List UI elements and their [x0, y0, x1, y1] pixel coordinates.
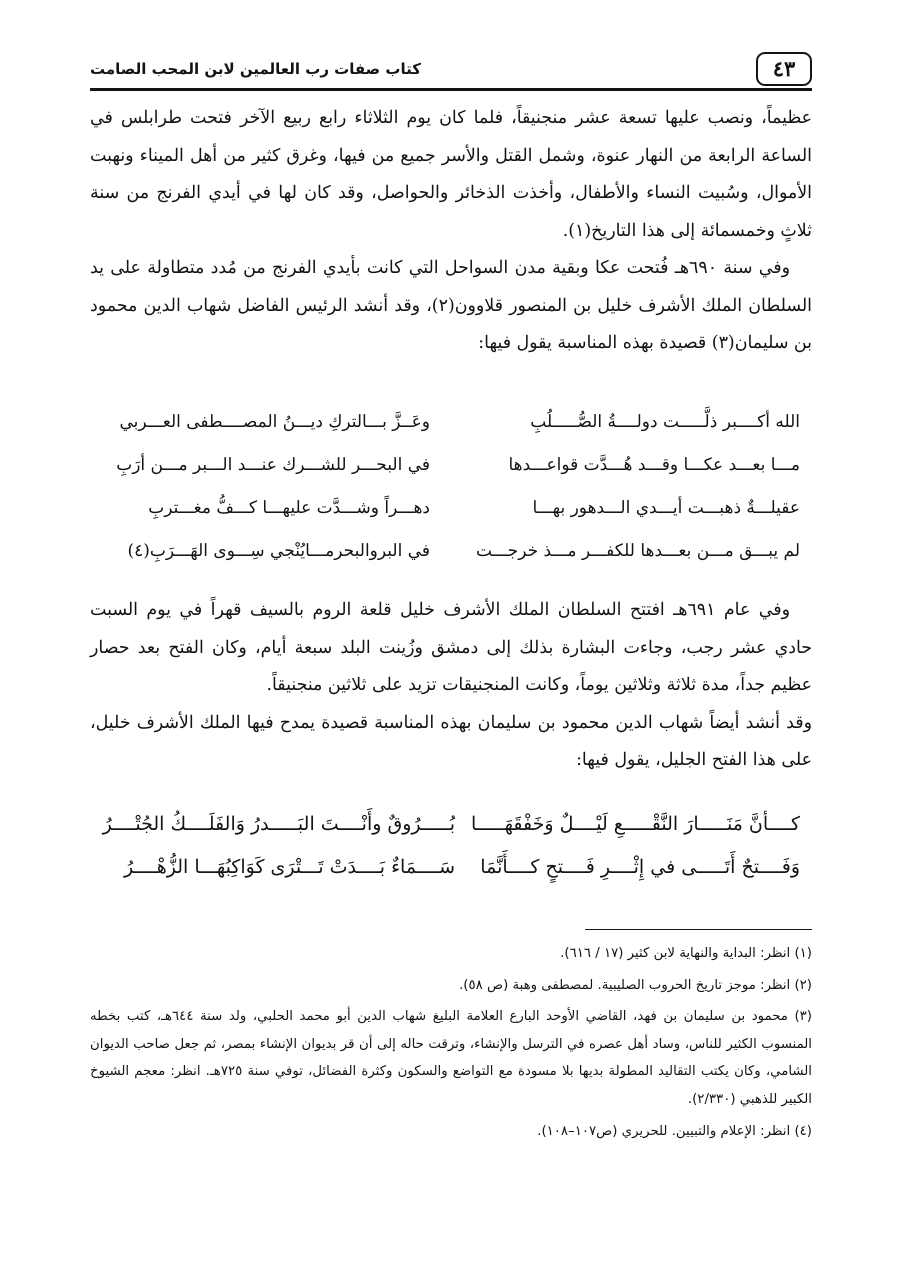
footnote-separator — [585, 929, 812, 930]
poem-verse — [116, 447, 800, 490]
hemistich-second: دهـــراً وشـــدَّت عليهـــا كـــفُّ مغـــتربِ — [148, 498, 430, 518]
hemistich-first: لم يبـــق مـــن بعـــدها للكفـــر مـــذ خرجـــت — [476, 541, 800, 561]
hemistich-first: وَفَــــتحٌ أَتَـــــى في إِثْــــرِ فَــــتحٍ كــــأَنَّمَا — [480, 856, 800, 878]
poem-2 — [102, 806, 800, 892]
poem-verse — [120, 490, 800, 533]
hemistich-first: عقيلـــةٌ ذهبـــت أيـــدي الـــدهور بهـــا — [532, 498, 800, 518]
paragraph-4: وقد أنشد أيضاً شهاب الدين محمود بن سليمان بهذه المناسبة قصيدة يمدح فيها الملك الأشرف خليل، على هذا الفتح الجليل، يقول فيها: — [90, 712, 812, 770]
footnote-3: (٣) محمود بن سليمان بن فهد، القاضي الأوحد البارع العلامة البليغ شهاب الدين أبو محمد الحلبي، ولد سنة ٦٤٤هـ، كتب بخطه المنسوب الكثير للناس، وساد أهل عصره في الترسل والإنشاء، وترقت حاله إلى أن قر بديوان الإنشاء بمصر، ثم جعل صاحب الديوان الشامي، وكان يكتب التقاليد المطولة بديها بلا مسودة مع التواضع والسكون وكثرة الفضائل، توفي سنة ٧٢٥هـ. انظر: معجم الشيوخ الكبير للذهبي (٢/٣٣٠). — [90, 1009, 812, 1107]
footnote-1: (١) انظر: البداية والنهاية لابن كثير (١٧ / ٦١٦). — [560, 946, 812, 961]
poem-verse — [120, 404, 800, 447]
footnote-2: (٢) انظر: موجز تاريخ الحروب الصليبية. لمصطفى وهبة (ص ٥٨). — [459, 977, 812, 993]
poem-verse — [120, 849, 800, 892]
hemistich-second: وعَــزَّ بـــالتركِ ديـــنُ المصــــطفى العـــربي — [119, 412, 430, 432]
hemistich-first: الله أكــــبر ذلَّـــــت دولــــةُ الصُّـــــلُبِ — [530, 412, 800, 432]
running-title: كتاب صفات رب العالمين لابن المحب الصامت — [90, 60, 421, 78]
hemistich-second: سَــــمَاءٌ بَــــدَتْ تَـــتْرَى كَوَاكِبُهَـــا الزُّهْــــرُ — [123, 856, 455, 878]
hemistich-second: بُـــــرُوقٌ وأَنْــــتَ البَـــــدرُ وَالفَلَــــكُ الجُتْــــرُ — [102, 813, 455, 835]
poem-verse — [120, 533, 800, 576]
poem-1 — [116, 404, 800, 576]
paragraph-1: عظيماً، ونصب عليها تسعة عشر منجنيقاً، فلما كان يوم الثلاثاء رابع ربيع الآخر فتحت طرابلس في الساعة الرابعة من النهار عنوة، وشمل القتل والأسر جميع من فيها، وغرق كثير من أهل الميناء ونهبت الأموال، وسُبيت النساء والأطفال، وأخذت الذخائر والحواصل، وقد كان لها في أيدي الفرنج من سنة ثلاثٍ وخمسمائة إلى هذا التاريخ(١). — [90, 108, 812, 241]
hemistich-second: في البحـــر للشـــرك عنـــد الـــبر مـــن أرَبِ — [116, 455, 430, 475]
hemistich-second: في البروالبحرمـــايُنْجي سِـــوى الهَـــرَبِ(٤) — [127, 541, 430, 561]
body-text-2 — [90, 592, 812, 780]
hemistich-first: كــــأنَّ مَنَـــــارَ النَّقْـــــعِ لَيْــــلٌ وَخَفْقَهَـــــا — [471, 813, 800, 835]
page-number: ٤٣ — [756, 52, 812, 86]
paragraph-3: وفي عام ٦٩١هـ افتتح السلطان الملك الأشرف خليل قلعة الروم بالسيف قهراً في يوم السبت حادي عشر رجب، وجاءت البشارة بذلك إلى دمشق وزُينت البلد سبعة أيام، وكان الفتح بعد حصار عظيم جداً، مدة ثلاثة وثلاثين يوماً، وكانت المنجنيقات تزيد على ثلاثين منجنيقاً. — [90, 600, 812, 695]
body-text — [90, 100, 812, 363]
paragraph-2: وفي سنة ٦٩٠هـ فُتحت عكا وبقية مدن السواحل التي كانت بأيدي الفرنج من مُدد متطاولة على يد السلطان الملك الأشرف خليل بن المنصور قلاوون(٢)، وقد أنشد الرئيس الفاضل شهاب الدين محمود بن سليمان(٣) قصيدة بهذه المناسبة يقول فيها: — [90, 258, 812, 353]
footnote-4: (٤) انظر: الإعلام والتبيين. للحريري (ص١٠٧–١٠٨). — [537, 1123, 812, 1139]
page-header — [90, 52, 812, 90]
footnotes — [90, 940, 812, 1149]
hemistich-first: مـــا بعـــد عكـــا وقـــد هُـــدَّت قواعـــدها — [508, 455, 800, 475]
header-rule — [90, 88, 812, 91]
poem-verse — [102, 806, 800, 849]
